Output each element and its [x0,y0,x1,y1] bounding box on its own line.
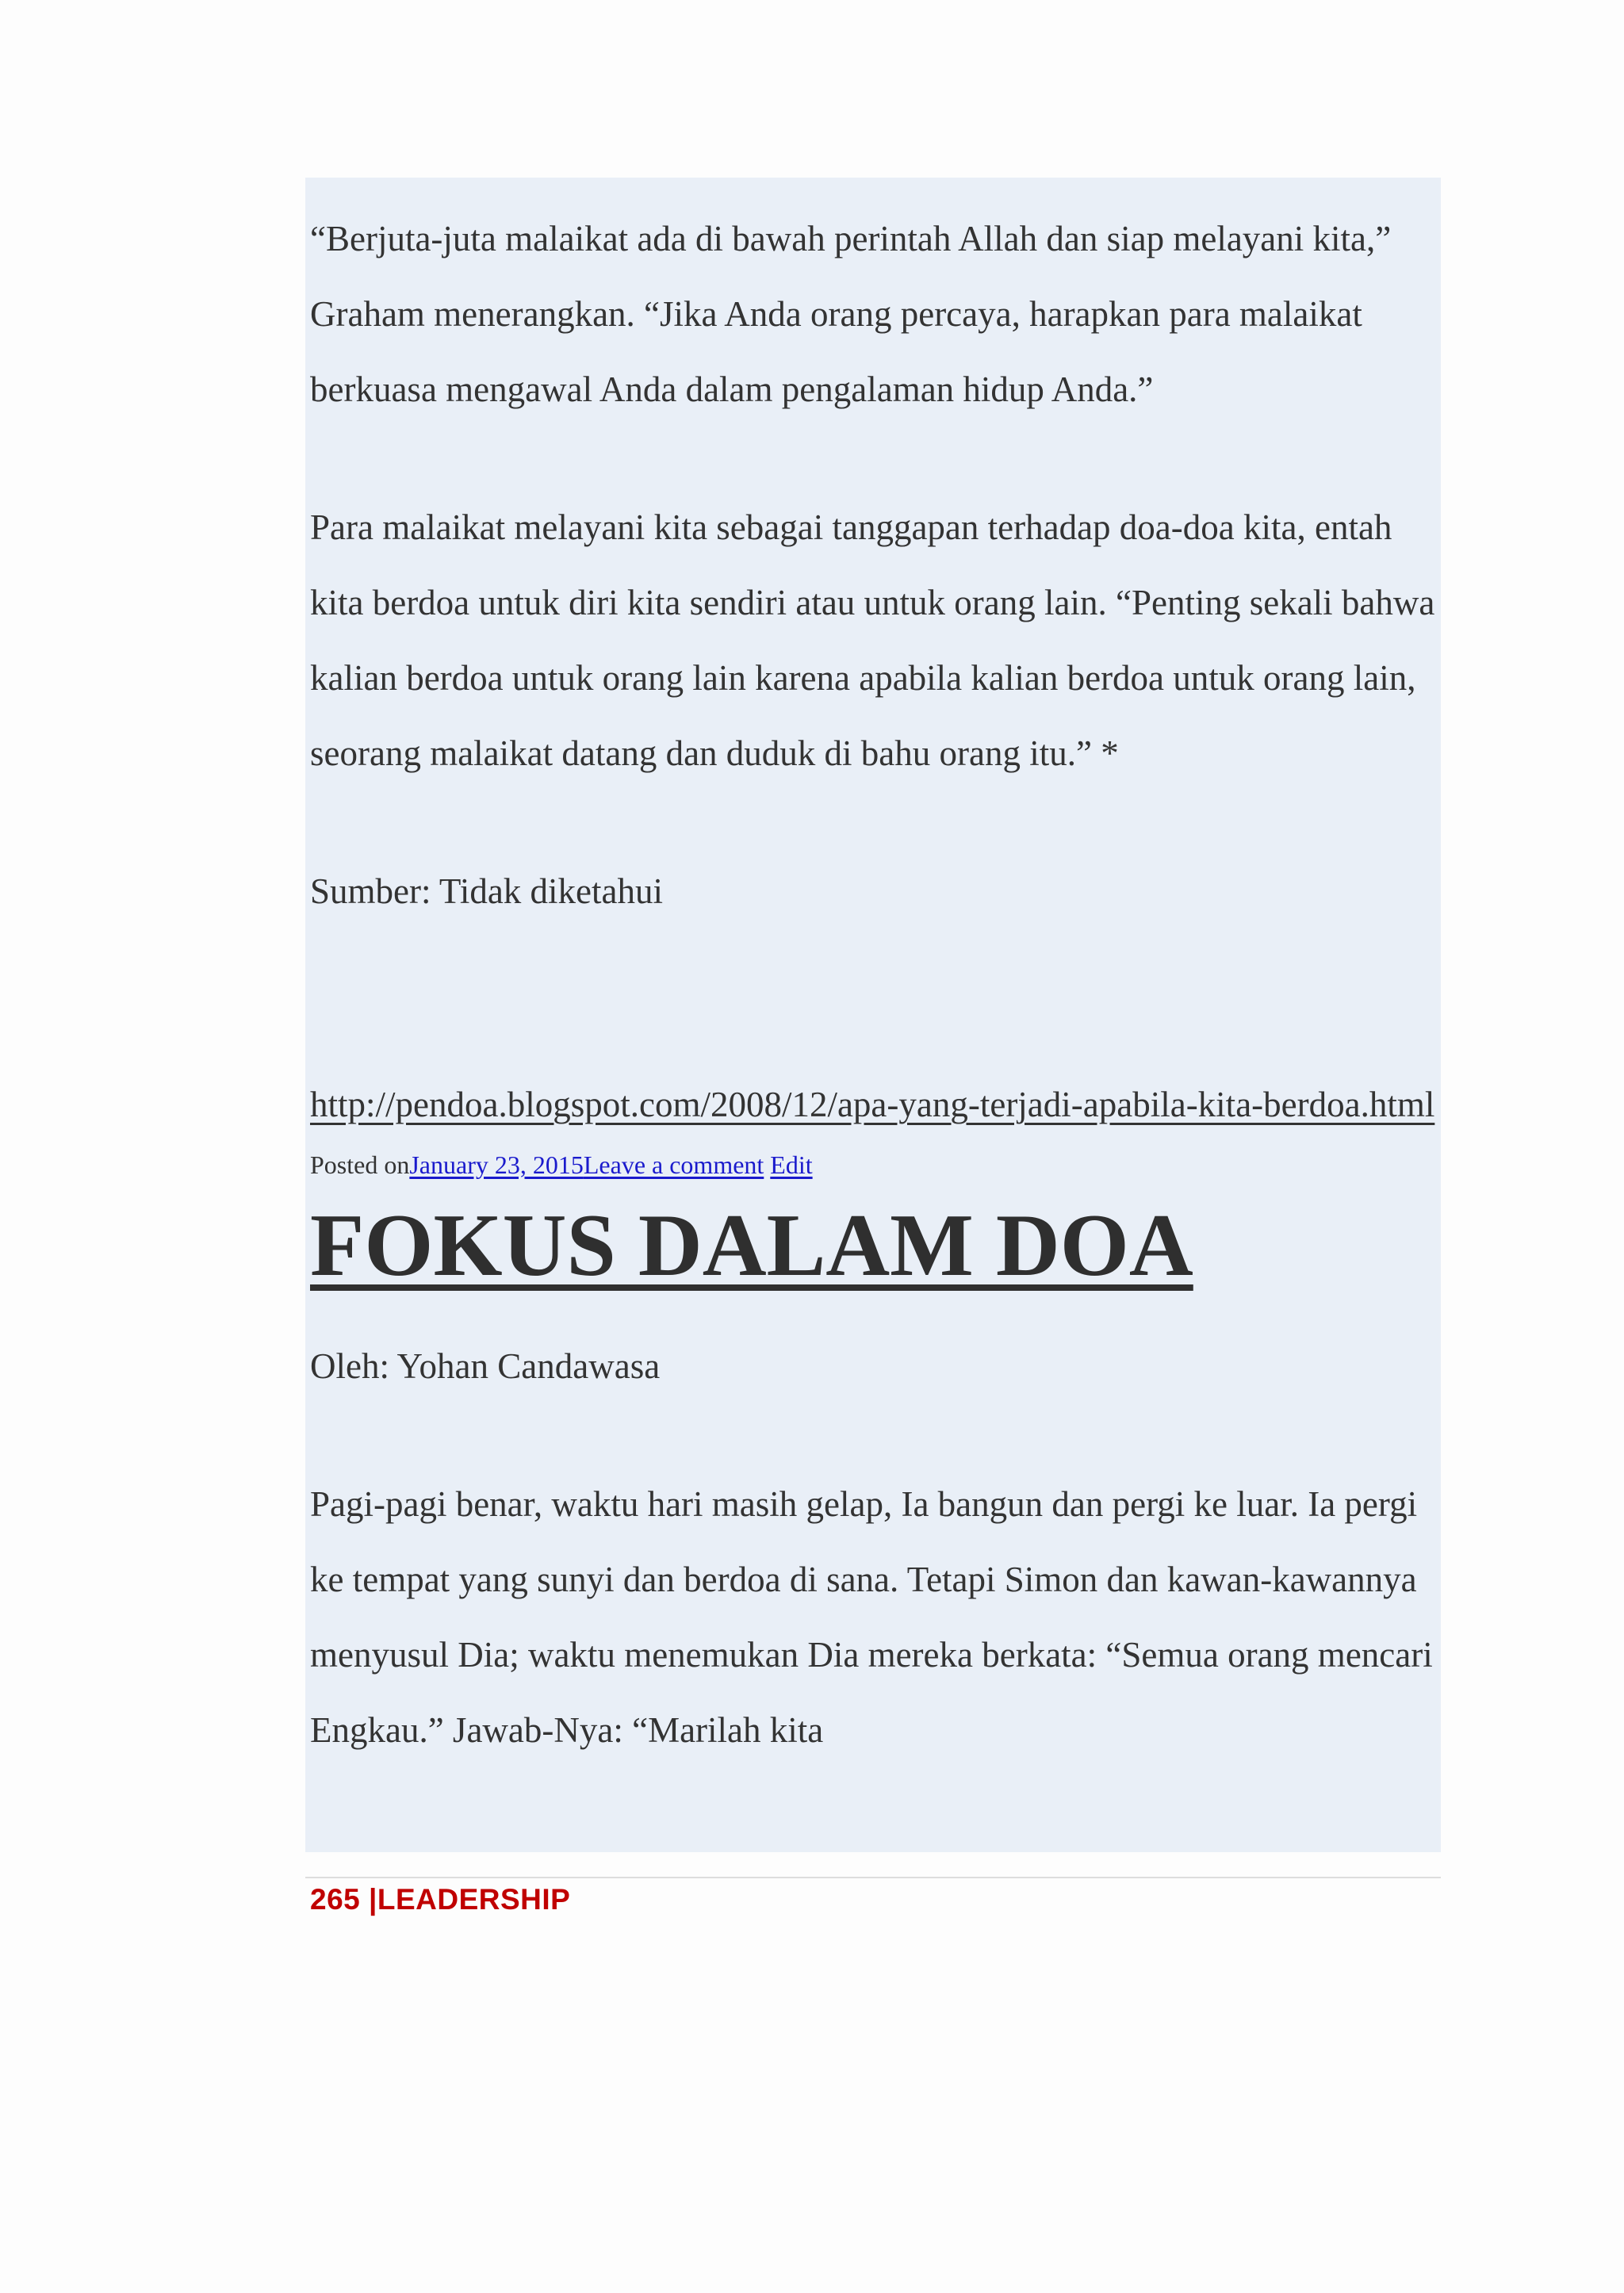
source-url-link[interactable]: http://pendoa.blogspot.com/2008/12/apa-yang-terjadi-apabila-kita-berdoa.html [310,1085,1435,1124]
page-number: 265 [310,1883,361,1916]
footer-divider [305,1877,1441,1878]
article-paragraph: Pagi-pagi benar, waktu hari masih gelap, Ia bangun dan pergi ke luar. Ia pergi ke tempat yang sunyi dan berdoa di sana. Tetapi Simon dan kawan-kawannya menyusul Dia; waktu menemukan Dia mereka berkata: “Semua orang mencari Engkau.” Jawab-Nya: “Marilah kita [310,1484,1433,1750]
document-body [310,201,1444,1831]
article-author: Oleh: Yohan Candawasa [310,1346,661,1386]
footer-section: LEADERSHIP [377,1883,571,1916]
edit-link[interactable]: Edit [770,1150,813,1179]
article-title[interactable] [310,1196,1444,1296]
paragraph-angels-quote: “Berjuta-juta malaikat ada di bawah perintah Allah dan siap melayani kita,” Graham menerangkan. “Jika Anda orang percaya, harapkan para malaikat berkuasa mengawal Anda dalam pengalaman hidup Anda.” [310,219,1392,409]
article-title-text[interactable]: FOKUS DALAM DOA [310,1196,1193,1295]
source-url-paragraph [310,992,1444,1143]
posted-on-label: Posted on [310,1150,410,1179]
post-date-link[interactable]: January 23, 2015 [409,1150,584,1179]
source-line: Sumber: Tidak diketahui [310,871,664,911]
page-footer [310,1883,570,1916]
footer-separator: | [369,1883,377,1916]
leave-comment-link[interactable]: Leave a comment [583,1150,764,1179]
post-meta [310,1149,1444,1181]
paragraph-angels-prayer: Para malaikat melayani kita sebagai tanggapan terhadap doa-doa kita, entah kita berdoa untuk diri kita sendiri atau untuk orang lain. “Penting sekali bahwa kalian berdoa untuk orang lain karena apabila kalian berdoa untuk orang lain, seorang malaikat datang dan duduk di bahu orang itu.” * [310,507,1435,773]
